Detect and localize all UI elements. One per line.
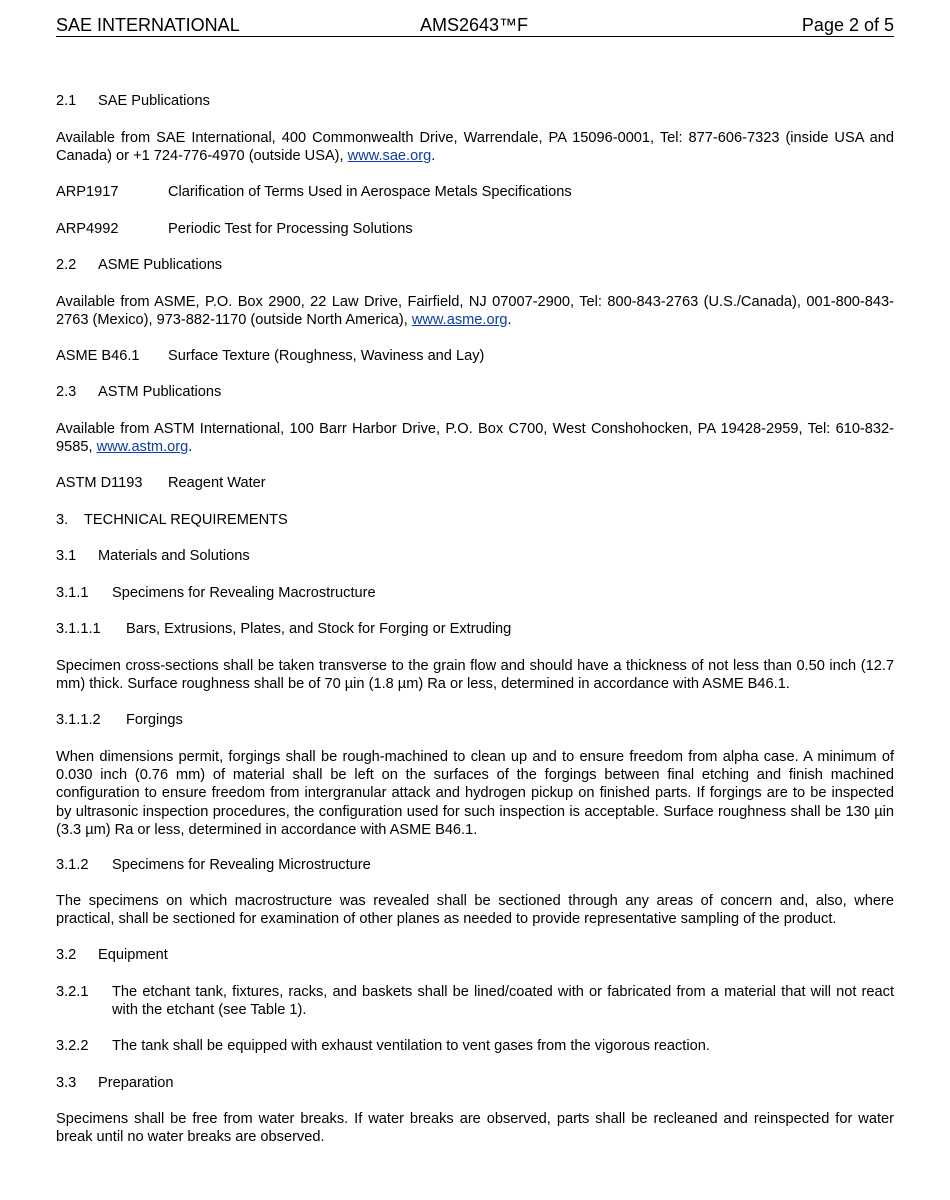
page-header xyxy=(56,14,894,37)
item-text: The tank shall be equipped with exhaust ventilation to vent gases from the vigorous reaction. xyxy=(112,1038,710,1054)
header-page-number: Page 2 of 5 xyxy=(801,15,894,35)
paragraph-end: . xyxy=(507,312,512,329)
section-title: TECHNICAL REQUIREMENTS xyxy=(84,512,288,528)
section-heading-3-1-1 xyxy=(56,584,894,602)
asme-website-link[interactable]: www.asme.org xyxy=(411,312,508,329)
reference-code: ASTM D1193 xyxy=(56,475,143,491)
paragraph-3-1-1-1: Specimen cross-sections shall be taken transverse to the grain flow and should have a thickness of not less than 0.50 inch (12.7 mm) thick. Surface roughness shall be of 70 µin (1.8 µm) Ra or less, determined in accordance with ASME B46.1. xyxy=(56,658,894,693)
reference-asme-b46-1 xyxy=(56,347,894,365)
item-3-2-1 xyxy=(56,983,894,1019)
reference-code: ARP1917 xyxy=(56,184,119,200)
reference-arp1917 xyxy=(56,183,894,201)
reference-arp4992 xyxy=(56,220,894,238)
document-page xyxy=(56,14,894,1146)
section-title: Specimens for Revealing Macrostructure xyxy=(112,585,376,601)
item-3-2-2 xyxy=(56,1037,894,1055)
paragraph-end: . xyxy=(188,439,193,456)
reference-title: Clarification of Terms Used in Aerospace Metals Specifications xyxy=(168,184,572,200)
section-number: 3.1.2 xyxy=(56,857,89,873)
paragraph-text: Available from ASTM International, 100 Barr Harbor Drive, P.O. Box C700, West Conshohocken, PA 19428-2959, Tel: 610-832-9585, xyxy=(56,421,894,456)
section-heading-3-1-1-1 xyxy=(56,620,894,638)
section-number: 3.1.1.1 xyxy=(56,621,101,637)
reference-title: Reagent Water xyxy=(168,475,266,491)
section-number: 2.1 xyxy=(56,93,77,109)
paragraph-text: Available from ASME, P.O. Box 2900, 22 Law Drive, Fairfield, NJ 07007-2900, Tel: 800-843-2763 (U.S./Canada), 001-800-843-2763 (Mexico), 973-882-1170 (outside North America), xyxy=(56,294,894,329)
section-heading-2-2 xyxy=(56,256,894,274)
sae-website-link[interactable]: www.sae.org xyxy=(347,148,432,165)
section-number: 3. xyxy=(56,512,69,528)
header-doc-number: AMS2643™F xyxy=(420,15,529,35)
paragraph-text: Available from SAE International, 400 Commonwealth Drive, Warrendale, PA 15096-0001, Tel: 877-606-7323 (inside USA and Canada) or +1 724-776-4970 (outside USA), xyxy=(56,130,894,165)
section-title: Specimens for Revealing Microstructure xyxy=(112,857,371,873)
section-heading-2-1 xyxy=(56,92,894,110)
item-number: 3.2.1 xyxy=(56,984,89,1000)
section-heading-3-1 xyxy=(56,547,894,565)
sae-availability-paragraph xyxy=(56,129,894,165)
section-heading-3-2 xyxy=(56,946,894,964)
reference-title: Periodic Test for Processing Solutions xyxy=(168,221,413,237)
section-number: 3.1.1 xyxy=(56,585,89,601)
section-heading-3 xyxy=(56,511,894,529)
section-title: Forgings xyxy=(126,712,183,728)
section-title: SAE Publications xyxy=(98,93,210,109)
section-title: Materials and Solutions xyxy=(98,548,250,564)
paragraph-end: . xyxy=(431,148,436,165)
section-title: Preparation xyxy=(98,1075,174,1091)
reference-astm-d1193 xyxy=(56,474,894,492)
paragraph-3-1-2: The specimens on which macrostructure was revealed shall be sectioned through any areas of concern and, also, where practical, shall be sectioned for examination of other planes as needed to provide representative sampling of the product. xyxy=(56,893,894,928)
section-heading-3-1-2 xyxy=(56,856,894,874)
asme-availability-paragraph xyxy=(56,293,894,329)
item-text: The etchant tank, fixtures, racks, and baskets shall be lined/coated with or fabricated from a material that will not react with the etchant (see Table 1). xyxy=(112,984,894,1019)
reference-title: Surface Texture (Roughness, Waviness and Lay) xyxy=(168,348,485,364)
section-number: 3.1.1.2 xyxy=(56,712,101,728)
paragraph-3-3: Specimens shall be free from water breaks. If water breaks are observed, parts shall be recleaned and reinspected for water break until no water breaks are observed. xyxy=(56,1111,894,1146)
section-number: 3.1 xyxy=(56,548,77,564)
astm-availability-paragraph xyxy=(56,420,894,456)
section-title: ASME Publications xyxy=(98,257,223,273)
astm-website-link[interactable]: www.astm.org xyxy=(96,439,189,456)
section-number: 2.3 xyxy=(56,384,77,400)
section-heading-3-3 xyxy=(56,1074,894,1092)
section-number: 3.3 xyxy=(56,1075,77,1091)
header-org: SAE INTERNATIONAL xyxy=(56,15,240,35)
section-heading-3-1-1-2 xyxy=(56,711,894,729)
paragraph-3-1-1-2: When dimensions permit, forgings shall be rough-machined to clean up and to ensure freedom from alpha case. A minimum of 0.030 inch (0.76 mm) of material shall be left on the surfaces of the forgings between final etching and finish machined configuration to ensure freedom from intergranular attack and hydrogen pickup on finished parts. If forgings are to be inspected by ultrasonic inspection procedures, the configuration used for such inspection is acceptable. Surface roughness shall be 130 µin (3.3 µm) Ra or less, determined in accordance with ASME B46.1. xyxy=(56,749,894,838)
section-heading-2-3 xyxy=(56,383,894,401)
section-number: 2.2 xyxy=(56,257,77,273)
section-title: Bars, Extrusions, Plates, and Stock for Forging or Extruding xyxy=(126,621,512,637)
item-number: 3.2.2 xyxy=(56,1038,89,1054)
reference-code: ARP4992 xyxy=(56,221,119,237)
section-number: 3.2 xyxy=(56,947,77,963)
reference-code: ASME B46.1 xyxy=(56,348,140,364)
section-title: Equipment xyxy=(98,947,168,963)
section-title: ASTM Publications xyxy=(98,384,222,400)
